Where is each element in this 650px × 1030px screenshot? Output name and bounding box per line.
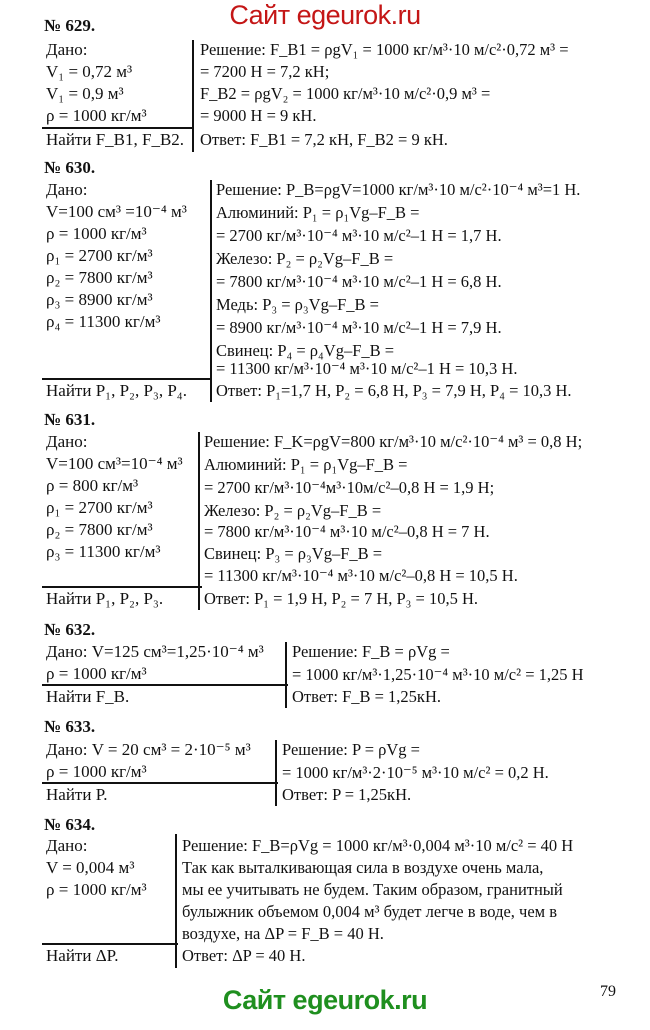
solution-line: Решение: F_K=ρgV=800 кг/м³·10 м/с²·10⁻⁴ м³ = 0,8 Н; bbox=[204, 432, 583, 451]
answer-line: Ответ: P₁ = 1,9 Н, P₂ = 7 Н, P₃ = 10,5 Н. bbox=[204, 589, 479, 608]
find-label: Найти P₁, P₂, P₃, P₄. bbox=[46, 381, 187, 400]
given-line: Дано: bbox=[46, 432, 88, 451]
find-label: Найти F_B1, F_B2. bbox=[46, 130, 185, 149]
solution-line: Медь: P₃ = ρ₃Vg–F_B = bbox=[216, 295, 379, 314]
solution-line: воздухе, на ΔP = F_B = 40 Н. bbox=[182, 924, 384, 943]
separator-line bbox=[275, 740, 277, 806]
given-line: V=100 см³ =10⁻⁴ м³ bbox=[46, 202, 187, 221]
answer-line: Ответ: P = 1,25кН. bbox=[282, 785, 412, 804]
solution-line: = 2700 кг/м³·10⁻⁴м³·10м/с²–0,8 Н = 1,9 Н; bbox=[204, 478, 495, 497]
solution-line: Свинец: P₄ = ρ₄Vg–F_B = bbox=[216, 341, 395, 360]
given-line: ρ = 800 кг/м³ bbox=[46, 476, 139, 495]
given-line: ρ = 1000 кг/м³ bbox=[46, 664, 147, 683]
solution-line: F_B2 = ρgV₂ = 1000 кг/м³·10 м/с²·0,9 м³ = bbox=[200, 84, 491, 103]
given-line: ρ₂ = 7800 кг/м³ bbox=[46, 268, 153, 287]
solution-line: булыжник объемом 0,004 м³ будет легче в воде, чем в bbox=[182, 902, 558, 921]
solution-line: Решение: F_B = ρVg = bbox=[292, 642, 450, 661]
divider-line bbox=[42, 684, 288, 686]
solution-line: = 1000 кг/м³·2·10⁻⁵ м³·10 м/с² = 0,2 Н. bbox=[282, 763, 549, 782]
solution-line: Решение: P_B=ρgV=1000 кг/м³·10 м/с²·10⁻⁴ м³=1 Н. bbox=[216, 180, 581, 199]
given-line: ρ₁ = 2700 кг/м³ bbox=[46, 498, 153, 517]
header-watermark: Сайт egeurok.ru bbox=[229, 0, 421, 30]
solution-line: = 11300 кг/м³·10⁻⁴ м³·10 м/с²–0,8 Н = 10,5 Н. bbox=[204, 566, 518, 585]
separator-line bbox=[285, 642, 287, 708]
solution-line: = 1000 кг/м³·1,25·10⁻⁴ м³·10 м/с² = 1,25 Н bbox=[292, 665, 584, 684]
given-line: ρ = 1000 кг/м³ bbox=[46, 106, 147, 125]
divider-line bbox=[42, 943, 178, 945]
solution-line: = 7800 кг/м³·10⁻⁴ м³·10 м/с²–0,8 Н = 7 Н. bbox=[204, 522, 490, 541]
find-label: Найти F_B. bbox=[46, 687, 130, 706]
answer-line: Ответ: P₁=1,7 Н, P₂ = 6,8 Н, P₃ = 7,9 Н, P₄ = 10,3 Н. bbox=[216, 381, 572, 400]
solution-line: Решение: F_B1 = ρgV₁ = 1000 кг/м³·10 м/с²·0,72 м³ = bbox=[200, 40, 569, 59]
given-line: V=100 см³=10⁻⁴ м³ bbox=[46, 454, 183, 473]
answer-line: Ответ: F_B = 1,25кН. bbox=[292, 687, 441, 706]
given-line: ρ = 1000 кг/м³ bbox=[46, 880, 147, 899]
given-line: ρ₂ = 7800 кг/м³ bbox=[46, 520, 153, 539]
given-line: ρ = 1000 кг/м³ bbox=[46, 762, 147, 781]
given-line: Дано: bbox=[46, 180, 88, 199]
solution-line: Свинец: P₃ = ρ₃Vg–F_B = bbox=[204, 544, 383, 563]
given-line: Дано: bbox=[46, 40, 88, 59]
given-line: ρ₄ = 11300 кг/м³ bbox=[46, 312, 161, 331]
solution-line: = 7800 кг/м³·10⁻⁴ м³·10 м/с²–1 Н = 6,8 Н. bbox=[216, 272, 502, 291]
solution-line: Алюминий: P₁ = ρ₁Vg–F_B = bbox=[204, 455, 408, 474]
divider-line bbox=[42, 127, 194, 129]
solution-line: Алюминий: P₁ = ρ₁Vg–F_B = bbox=[216, 203, 420, 222]
problem-number: № 630. bbox=[44, 158, 96, 177]
solution-line: мы ее учитывать не будем. Таким образом, гранитный bbox=[182, 880, 563, 899]
given-line: V₁ = 0,72 м³ bbox=[46, 62, 133, 81]
problem-number: № 634. bbox=[44, 815, 96, 834]
solution-line: Решение: F_B=ρVg = 1000 кг/м³·0,004 м³·10 м/с² = 40 Н bbox=[182, 836, 574, 855]
separator-line bbox=[175, 834, 177, 968]
footer-watermark: Сайт egeurok.ru bbox=[222, 985, 428, 1015]
given-line: ρ₃ = 8900 кг/м³ bbox=[46, 290, 153, 309]
given-line: ρ = 1000 кг/м³ bbox=[46, 224, 147, 243]
find-label: Найти ΔP. bbox=[46, 946, 119, 965]
answer-line: Ответ: ΔP = 40 Н. bbox=[182, 946, 306, 965]
given-line: V₁ = 0,9 м³ bbox=[46, 84, 124, 103]
solution-line: = 9000 Н = 9 кН. bbox=[200, 106, 317, 125]
solution-line: Железо: P₂ = ρ₂Vg–F_B = bbox=[216, 249, 394, 268]
given-line: ρ₁ = 2700 кг/м³ bbox=[46, 246, 153, 265]
divider-line bbox=[42, 586, 202, 588]
solution-line: Железо: P₂ = ρ₂Vg–F_B = bbox=[204, 501, 382, 520]
solution-line: Так как выталкивающая сила в воздухе очень мала, bbox=[182, 858, 544, 877]
solution-line: Решение: P = ρVg = bbox=[282, 740, 420, 759]
problem-number: № 631. bbox=[44, 410, 96, 429]
solution-line: = 11300 кг/м³·10⁻⁴ м³·10 м/с²–1 Н = 10,3 Н. bbox=[216, 359, 518, 378]
divider-line bbox=[42, 378, 212, 380]
given-line: ρ₃ = 11300 кг/м³ bbox=[46, 542, 161, 561]
find-label: Найти P. bbox=[46, 785, 108, 804]
solution-line: = 2700 кг/м³·10⁻⁴ м³·10 м/с²–1 Н = 1,7 Н. bbox=[216, 226, 502, 245]
answer-line: Ответ: F_B1 = 7,2 кН, F_B2 = 9 кН. bbox=[200, 130, 448, 149]
solution-line: = 8900 кг/м³·10⁻⁴ м³·10 м/с²–1 Н = 7,9 Н. bbox=[216, 318, 502, 337]
solution-line: = 7200 Н = 7,2 кН; bbox=[200, 62, 330, 81]
given-line: Дано: V=125 см³=1,25·10⁻⁴ м³ bbox=[46, 642, 264, 661]
separator-line bbox=[198, 432, 200, 610]
problem-number: № 632. bbox=[44, 620, 96, 639]
given-line: Дано: V = 20 см³ = 2·10⁻⁵ м³ bbox=[46, 740, 251, 759]
separator-line bbox=[210, 180, 212, 402]
divider-line bbox=[42, 782, 278, 784]
problem-number: № 633. bbox=[44, 717, 96, 736]
separator-line bbox=[192, 40, 194, 152]
page-number: 79 bbox=[600, 983, 616, 1000]
given-line: Дано: bbox=[46, 836, 88, 855]
problem-number: № 629. bbox=[44, 16, 96, 35]
find-label: Найти P₁, P₂, P₃. bbox=[46, 589, 164, 608]
given-line: V = 0,004 м³ bbox=[46, 858, 135, 877]
